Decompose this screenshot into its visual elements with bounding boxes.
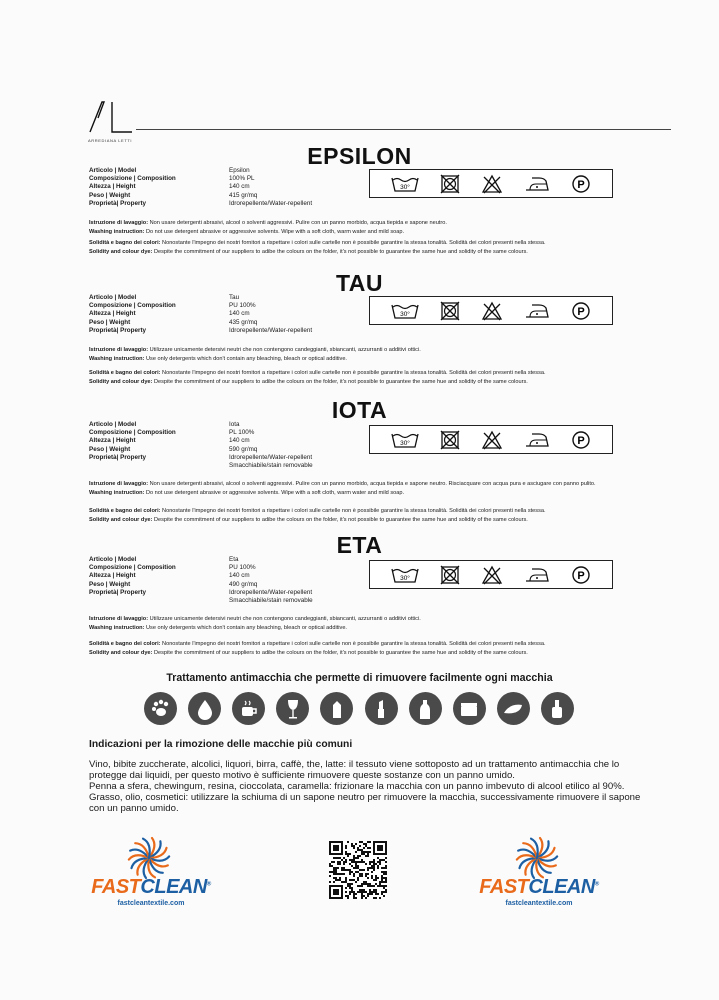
spec-row [89,302,312,310]
spec-table [89,167,312,208]
do-not-bleach-icon [481,430,503,450]
drop-icon [188,692,221,725]
spec-key: Articolo | Model [89,556,137,563]
care-symbols-box [369,425,613,454]
header-divider [136,129,671,130]
spec-row [89,454,313,462]
do-not-tumble-dry-icon [440,174,460,194]
fastclean-wordmark: FASTCLEAN® [91,876,211,898]
spec-key: Altezza | Height [89,437,136,445]
spec-value: Tau [229,294,240,301]
spec-table [89,421,313,470]
spec-value: PU 100% [229,564,256,572]
spec-key: Articolo | Model [89,421,137,428]
spec-row [89,294,312,302]
spec-key: Altezza | Height [89,183,136,191]
iron-low-icon [524,431,550,449]
logo-monogram [88,100,134,134]
spec-key: Articolo | Model [89,294,137,301]
swirl-icon [512,836,562,880]
svg-text:30°: 30° [400,574,410,582]
spec-value: Idrorepellente/Water-repellent [229,199,313,207]
wash-30-icon [391,302,419,320]
fastclean-logo-right [474,836,604,916]
spec-value: 140 cm [229,183,250,191]
colour-solidity-notes: Solidità e bagno dei colori: Nonostante l'impegno dei nostri fornitori a rispettare i colori sulle cartelle non è possibile garantire la stessa tonalità. Solidità dei colori presenti nella stessa. Solidity and colour dye: Despite the commitment of our suppliers to adibe the colours on the folder, it's not possible to guarantee the same hue and solidity of the same colours. [89,508,546,523]
fastclean-logo-left [86,836,216,916]
spec-key: Proprietà| Property [89,326,147,334]
care-symbols-box [369,296,613,325]
tips-text [89,759,649,814]
colour-solidity-notes: Solidità e bagno dei colori: Nonostante l'impegno dei nostri fornitori a rispettare i colori sulle cartelle non è possibile garantire la stessa tonalità. Solidità dei colori presenti nella stessa. Solidity and colour dye: Despite the commitment of our suppliers to adibe the colours on the folder, it's not possible to guarantee the same hue and solidity of the same colours. [89,641,546,656]
stain-icon-row [144,692,574,726]
swirl-icon [124,836,174,880]
spec-key: Peso | Weight [89,445,131,453]
do-not-tumble-dry-icon [440,430,460,450]
spec-row [89,462,313,470]
spec-row [89,589,313,597]
spec-value: 490 gr/mq [229,580,258,588]
spec-table [89,294,312,335]
fastclean-url[interactable]: fastcleantextile.com [505,900,573,907]
washing-instructions: Istruzione di lavaggio: Utilizzare unicamente detersivi neutri che non contengono candeggianti, sbiancanti, azzurranti o additivi ottici. Washing instruction: Use only detergents which don't contain any bleaching, bleach or optical additive. [89,616,421,631]
section-title: TAU [335,270,384,296]
spec-row [89,581,313,589]
spec-row [89,327,312,335]
spec-value: 140 cm [229,310,250,318]
spec-key: Altezza | Height [89,310,136,318]
lipstick-icon [365,692,398,725]
qr-code[interactable] [329,841,387,899]
spec-key: Proprietà| Property [89,588,147,596]
spec-value: Idrorepellente/Water-repellent [229,326,313,334]
spec-key [89,597,229,605]
spec-row [89,200,312,208]
spec-row [89,429,313,437]
spec-key: Composizione | Composition [89,302,176,310]
do-not-bleach-icon [481,565,503,585]
spec-row [89,556,313,564]
washing-instructions: Istruzione di lavaggio: Non usare detergenti abrasivi, alcool o solventi aggressivi. Pulire con un panno morbido, acqua tiepida e sapone neutro. Washing instruction: Do not use detergent abrasive or aggressive solvents. Wipe with a soft cloth, warm water and mild soap. [89,220,447,235]
tip-paragraph: Vino, bibite zuccherate, alcolici, liquori, birra, caffè, the, latte: il tessuto viene sottoposto ad un trattamento antimacchia che lo protegge dai liquidi, per questo motivo è sufficiente rimuovere queste sostanze con un panno umido. [89,759,620,781]
spec-key: Peso | Weight [89,191,131,199]
spec-row [89,421,313,429]
dry-clean-p-icon [571,301,591,321]
do-not-tumble-dry-icon [440,301,460,321]
spec-value: Smacchiabile/stain removable [229,462,313,470]
spec-value: Idrorepellente/Water-repellent [229,453,313,461]
spec-row [89,175,312,183]
iron-low-icon [524,175,550,193]
dry-clean-p-icon [571,174,591,194]
spec-key: Composizione | Composition [89,564,176,572]
tip-paragraph: Grasso, olio, cosmetici: utilizzare la schiuma di un sapone neutro per rimuovere la macchia, successivamente rimuovere il sapone con un panno umido. [89,792,641,814]
spec-key: Peso | Weight [89,580,131,588]
sponge-icon [453,692,486,725]
spec-row [89,310,312,318]
dry-clean-p-icon [571,565,591,585]
spec-row [89,564,313,572]
spec-row [89,167,312,175]
spec-value: 435 gr/mq [229,318,258,326]
chocolate-icon [497,692,530,725]
spec-value: Eta [229,556,239,563]
spec-key: Composizione | Composition [89,175,176,183]
svg-text:30°: 30° [400,439,410,447]
iron-low-icon [524,302,550,320]
spec-row [89,572,313,580]
spec-row [89,183,312,191]
svg-text:P: P [577,178,585,191]
milk-carton-icon [320,692,353,725]
spec-value: 140 cm [229,437,250,445]
spec-table [89,556,313,605]
tip-paragraph: Penna a sfera, chewingum, resina, cioccolata, caramella: frizionare la macchia con un panno imbevuto di alcool etilico al 90%. [89,781,625,792]
spec-value: 590 gr/mq [229,445,258,453]
colour-solidity-notes: Solidità e bagno dei colori: Nonostante l'impegno dei nostri fornitori a rispettare i colori sulle cartelle non è possibile garantire la stessa tonalità. Solidità dei colori presenti nella stessa. Solidity and colour dye: Despite the commitment of our suppliers to adibe the colours on the folder, it's not possible to guarantee the same hue and solidity of the same colours. [89,370,546,385]
spec-key: Composizione | Composition [89,429,176,437]
spec-key: Proprietà| Property [89,453,147,461]
do-not-tumble-dry-icon [440,565,460,585]
do-not-bleach-icon [481,174,503,194]
spec-value: 140 cm [229,572,250,580]
spec-key [89,462,229,470]
wash-30-icon [391,566,419,584]
svg-text:30°: 30° [400,310,410,318]
spec-value: Smacchiabile/stain removable [229,597,313,605]
fastclean-url[interactable]: fastcleantextile.com [117,900,185,907]
svg-text:P: P [577,569,585,582]
svg-text:P: P [577,434,585,447]
section-title: ETA [336,532,383,558]
spec-key: Peso | Weight [89,318,131,326]
paw-icon [144,692,177,725]
spec-value: Epsilon [229,167,250,174]
spec-value: PL 100% [229,429,255,437]
nail-polish-icon [541,692,574,725]
spec-row [89,446,313,454]
spec-row [89,597,313,605]
svg-text:30°: 30° [400,183,410,191]
wine-glass-icon [276,692,309,725]
spec-value: PU 100% [229,302,256,310]
logo-text: ARREDIANA LETTI [88,138,133,143]
tips-title: Indicazioni per la rimozione delle macchie più comuni [89,739,353,750]
spec-value: Idrorepellente/Water-repellent [229,588,313,596]
svg-text:P: P [577,305,585,318]
spec-key: Altezza | Height [89,572,136,580]
spec-value: Iota [229,421,240,428]
do-not-bleach-icon [481,301,503,321]
care-symbols-box [369,560,613,589]
spec-key: Proprietà| Property [89,199,147,207]
care-symbols-box [369,169,613,198]
spec-value: 100% PL [229,175,255,183]
stain-banner-title: Trattamento antimacchia che permette di rimuovere facilmente ogni macchia [166,672,553,684]
washing-instructions: Istruzione di lavaggio: Non usare detergenti abrasivi, alcool o solventi aggressivi. Pulire con un panno morbido, acqua tiepida e sapone neutro. Risciacquare con acqua pura e asciugare con panno pulito. Washing instruction: Do not use detergent abrasive or aggressive solvents. Wipe with a soft cloth, warm water and mild soap. [89,481,596,496]
bottle-icon [409,692,442,725]
section-title: EPSILON [307,143,412,169]
wash-30-icon [391,175,419,193]
colour-solidity-notes: Solidità e bagno dei colori: Nonostante l'impegno dei nostri fornitori a rispettare i colori sulle cartelle non è possibile garantire la stessa tonalità. Solidità dei colori presenti nella stessa. Solidity and colour dye: Despite the commitment of our suppliers to adibe the colours on the folder, it's not possible to guarantee the same hue and solidity of the same colours. [89,240,546,255]
spec-row [89,437,313,445]
spec-key: Articolo | Model [89,167,137,174]
spec-row [89,192,312,200]
coffee-cup-icon [232,692,265,725]
washing-instructions: Istruzione di lavaggio: Utilizzare unicamente detersivi neutri che non contengono candeggianti, sbiancanti, azzurranti o additivi ottici. Washing instruction: Use only detergents which don't contain any bleaching, bleach or optical additive. [89,347,421,362]
dry-clean-p-icon [571,430,591,450]
wash-30-icon [391,431,419,449]
fastclean-wordmark: FASTCLEAN® [479,876,599,898]
spec-value: 415 gr/mq [229,191,258,199]
iron-low-icon [524,566,550,584]
spec-row [89,319,312,327]
section-title: IOTA [331,397,388,423]
